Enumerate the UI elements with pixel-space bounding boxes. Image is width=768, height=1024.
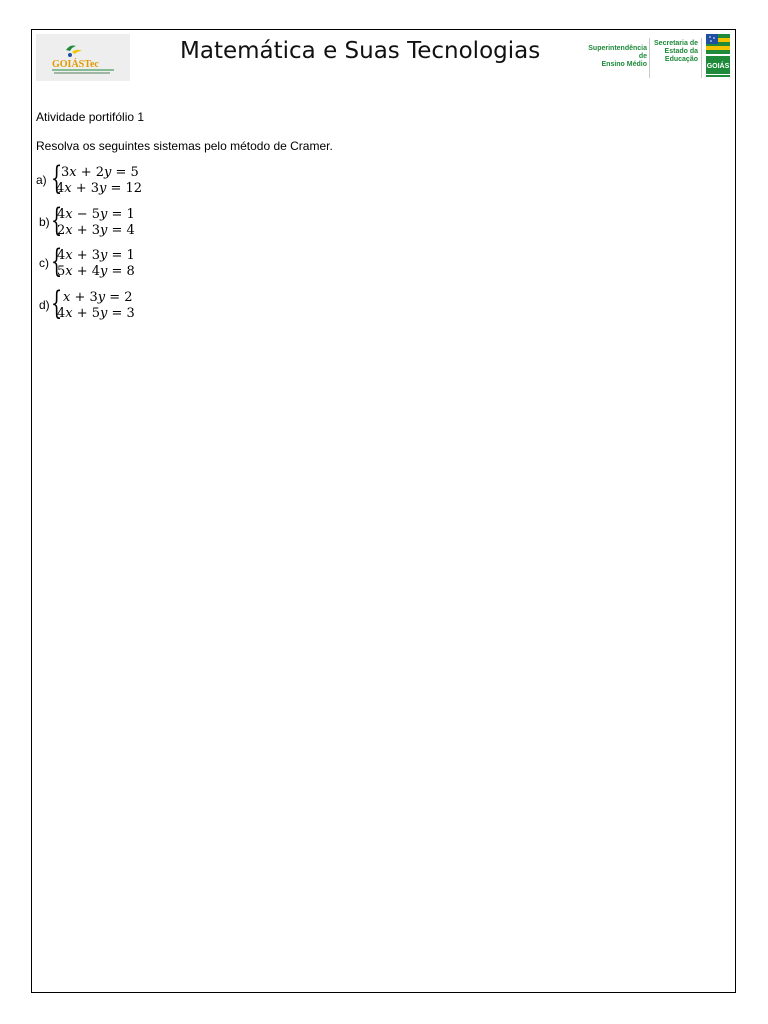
equation-system-c	[36, 242, 236, 281]
logo-divider	[649, 38, 650, 78]
left-brace-icon: {	[51, 201, 63, 239]
government-logos	[582, 34, 734, 80]
goiastec-logo-graphic	[36, 34, 130, 81]
goias-badge-text: GOIÁS	[706, 63, 730, 70]
system-label: c)	[39, 256, 49, 270]
left-brace-icon: {	[51, 159, 63, 197]
equation-line: 4𝑥 + 5𝑦 = 3	[57, 306, 135, 321]
page-header	[32, 30, 735, 82]
document-page	[31, 29, 736, 993]
equation-line: 2𝑥 + 3𝑦 = 4	[57, 223, 135, 238]
logo-divider	[701, 38, 702, 78]
equation-system-d	[36, 284, 236, 323]
goias-flag-badge-icon	[706, 34, 730, 78]
equation-line: 5𝑥 + 4𝑦 = 8	[57, 264, 135, 279]
equation-line: 𝑥 + 3𝑦 = 2	[63, 290, 133, 305]
activity-title: Atividade portifólio 1	[36, 110, 145, 124]
equation-line: 3𝑥 + 2𝑦 = 5	[61, 165, 139, 180]
equation-line: 4𝑥 − 5𝑦 = 1	[57, 207, 135, 222]
goiastec-logo-text: GOIÁSTec	[52, 59, 99, 70]
left-brace-icon: {	[51, 284, 63, 322]
system-label: a)	[36, 173, 47, 187]
system-label: b)	[39, 215, 50, 229]
goiastec-logo	[36, 34, 130, 81]
secretaria-logo-text: Secretaria de Estado da Educação	[654, 40, 698, 63]
instruction-text: Resolva os seguintes sistemas pelo método de Cramer.	[36, 139, 333, 153]
equation-line: 4𝑥 + 3𝑦 = 1	[57, 248, 135, 263]
left-brace-icon: {	[51, 242, 63, 280]
equation-system-b	[36, 201, 236, 240]
equation-system-a	[36, 159, 236, 198]
system-label: d)	[39, 298, 50, 312]
superintendencia-logo-text: Superintendência de Ensino Médio	[588, 45, 647, 68]
page-title: Matemática e Suas Tecnologias	[180, 38, 541, 64]
equation-line: 4𝑥 + 3𝑦 = 12	[56, 181, 143, 196]
